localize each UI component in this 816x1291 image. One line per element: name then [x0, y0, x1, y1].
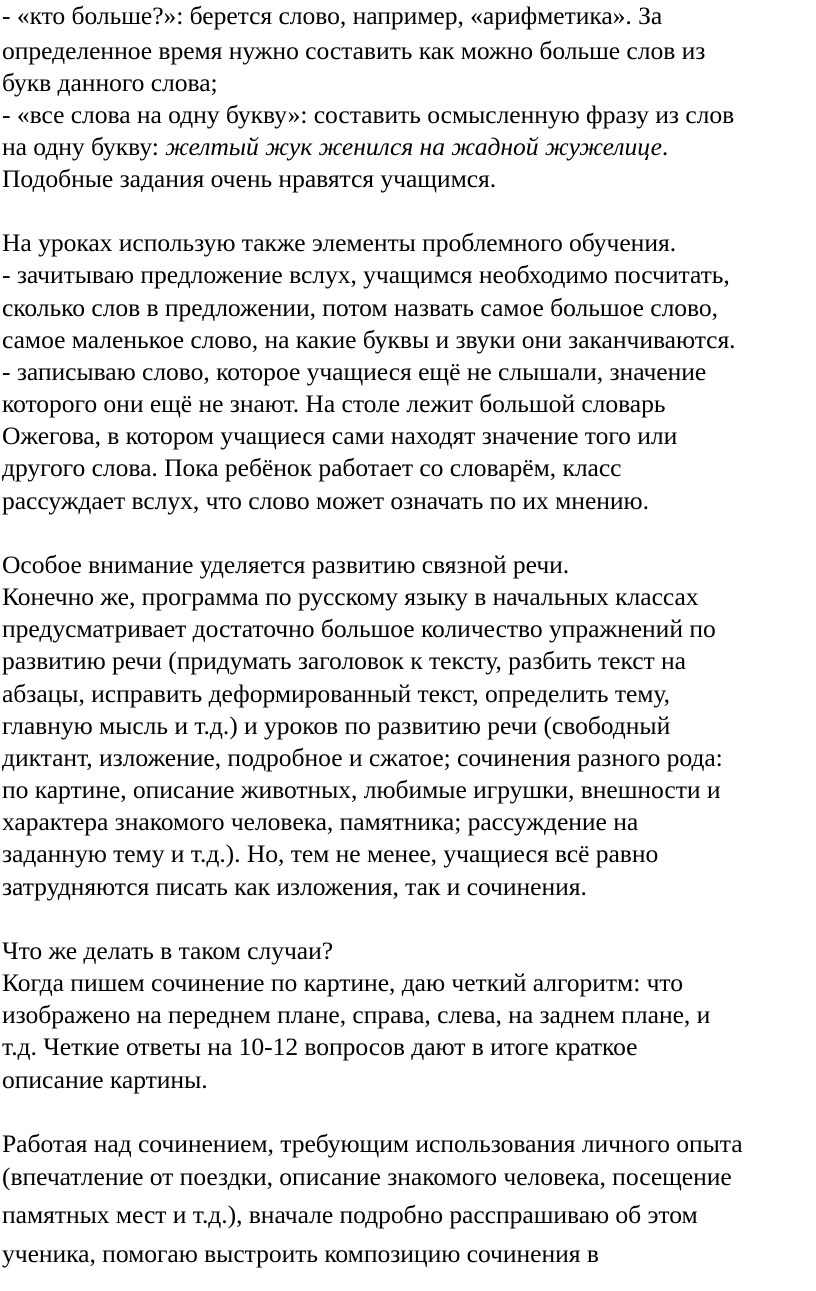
text-line-suffix: .: [661, 132, 669, 161]
text-line: по картине, описание животных, любимые игрушки, внешности и: [2, 775, 721, 804]
text-line-mixed: [2, 131, 668, 163]
text-line: Что же делать в таком случаи?: [2, 936, 334, 965]
text-line: рассуждает вслух, что слово может означать по их мнению.: [2, 486, 649, 515]
text-line: заданную тему и т.д.). Но, тем не менее, учащиеся всё равно: [2, 839, 659, 868]
text-line: сколько слов в предложении, потом назвать самое большое слово,: [2, 293, 718, 322]
text-line: (впечатление от поездки, описание знакомого человека, посещение: [2, 1162, 732, 1191]
text-line: изображено на переднем плане, справа, слева, на заднем плане, и: [2, 1000, 711, 1029]
text-line: Когда пишем сочинение по картине, даю четкий алгоритм: что: [2, 968, 683, 997]
document-page: [2, 0, 816, 1291]
text-line: букв данного слова;: [2, 68, 218, 97]
text-line: главную мысль и т.д.) и уроков по развитию речи (свободный: [2, 711, 671, 740]
text-line: На уроках использую также элементы проблемного обучения.: [2, 228, 677, 257]
text-line: - записываю слово, которое учащиеся ещё не слышали, значение: [2, 357, 707, 386]
italic-example-phrase: желтый жук женился на жадной жужелице: [165, 132, 662, 161]
text-line: Работая над сочинением, требующим использования личного опыта: [2, 1129, 743, 1158]
text-line: предусматривает достаточно большое количество упражнений по: [2, 614, 716, 643]
text-line: которого они ещё не знают. На столе лежит большой словарь: [2, 389, 666, 418]
text-line: диктант, изложение, подробное и сжатое; сочинения разного рода:: [2, 743, 723, 772]
text-line: затрудняются писать как изложения, так и сочинения.: [2, 872, 587, 901]
text-line: развитию речи (придумать заголовок к тексту, разбить текст на: [2, 646, 686, 675]
text-line: ученика, помогаю выстроить композицию сочинения в: [2, 1239, 599, 1268]
text-line: описание картины.: [2, 1065, 208, 1094]
text-line: абзацы, исправить деформированный текст, определить тему,: [2, 679, 670, 708]
text-line: - зачитываю предложение вслух, учащимся необходимо посчитать,: [2, 260, 730, 289]
text-line: - «кто больше?»: берется слово, например, «арифметика». За: [2, 1, 663, 30]
text-line: - «все слова на одну букву»: составить осмысленную фразу из слов: [2, 100, 735, 129]
text-line: Особое внимание уделяется развитию связной речи.: [2, 550, 570, 579]
text-line: Ожегова, в котором учащиеся сами находят значение того или: [2, 421, 678, 450]
text-line: Конечно же, программа по русскому языку в начальных классах: [2, 582, 699, 611]
text-line: памятных мест и т.д.), вначале подробно расспрашиваю об этом: [2, 1200, 698, 1229]
text-line: другого слова. Пока ребёнок работает со словарём, класс: [2, 453, 622, 482]
text-line-prefix: на одну букву:: [2, 132, 166, 161]
text-line: характера знакомого человека, памятника; рассуждение на: [2, 807, 639, 836]
text-line: самое маленькое слово, на какие буквы и звуки они заканчиваются.: [2, 325, 736, 354]
text-line: Подобные задания очень нравятся учащимся.: [2, 164, 497, 193]
text-line: т.д. Четкие ответы на 10-12 вопросов дают в итоге краткое: [2, 1032, 638, 1061]
text-line: определенное время нужно составить как можно больше слов из: [2, 36, 706, 65]
